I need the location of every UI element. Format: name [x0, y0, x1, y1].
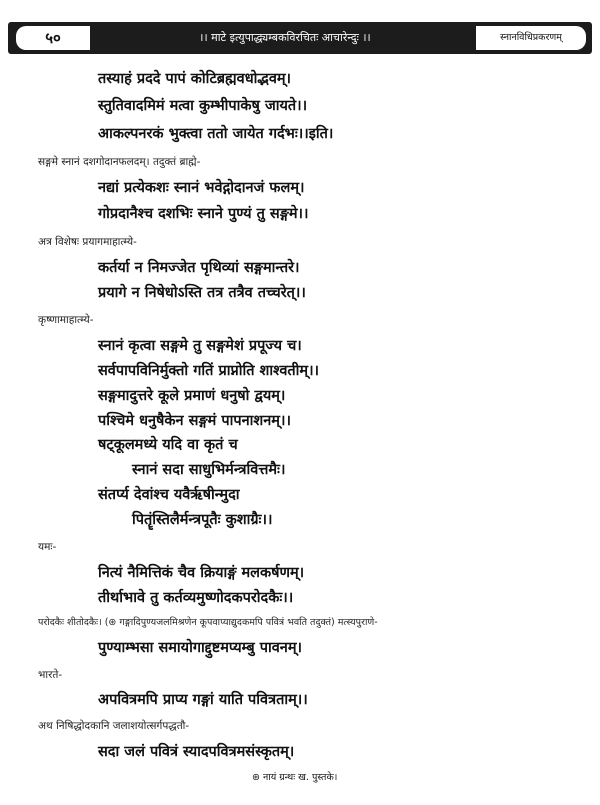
prose-line: कृष्णामाहात्म्ये- — [38, 314, 94, 326]
section-label: स्नानविधिप्रकरणम् — [476, 26, 586, 50]
verse-line: नद्यां प्रत्येकशः स्नानं भवेद्गोदानजं फलम्। — [98, 179, 305, 196]
verse-line: संतर्प्य देवांश्च यवैर्ऋषीन्मुदा — [98, 486, 240, 503]
prose-line: सङ्गमे स्नानं दशगोदानफलदम्। तदुक्तं ब्राह्मे- — [38, 156, 201, 168]
footnote: ⊛ नायं ग्रन्थः ख. पुस्तके। — [252, 772, 338, 783]
verse-line: षट्कूलमध्ये यदि वा कृतं च — [98, 436, 238, 453]
prose-line: भारते- — [38, 669, 63, 681]
verse-line: तस्याहं प्रददे पापं कोटिब्रह्मवधोद्भवम्। — [98, 70, 292, 87]
page-number: ५० — [16, 26, 90, 50]
prose-line: अत्र विशेषः प्रयागमाहात्म्ये- — [38, 236, 137, 248]
prose-line: यमः- — [38, 541, 57, 553]
verse-line: कर्तर्या न निमज्जेत पृथिव्यां सङ्गमान्तरे। — [98, 259, 300, 276]
verse-line: स्नानं कृत्वा सङ्गमे तु सङ्गमेशं प्रपूज्य च। — [98, 337, 302, 354]
verse-line: पुण्याम्भसा समायोगाद्दुष्टमप्यम्बु पावनम्। — [98, 639, 302, 656]
prose-line: अथ निषिद्धोदकानि जलाशयोत्सर्गपद्धतौ- — [38, 720, 190, 732]
verse-line: प्रयागे न निषेधोऽस्ति तत्र तत्रैव तच्चरेत्।। — [98, 284, 306, 301]
verse-line: पश्चिमे धनुषैकेन सङ्गमं पापनाशनम्।। — [98, 412, 291, 429]
verse-line: गोप्रदानैश्च दशभिः स्नाने पुण्यं तु सङ्गमे।। — [98, 205, 309, 222]
verse-line: सङ्गमादुत्तरे कूले प्रमाणं धनुषो द्वयम्। — [98, 387, 286, 404]
running-title: ।। माटे इत्युपाद्ध्यम्बकविरचितः आचारेन्दुः ।। — [199, 31, 371, 44]
verse-line: पितॄंस्तिलैर्मन्त्रपूतैः कुशाग्रैः।। — [132, 511, 273, 528]
verse-line: तीर्थाभावे तु कर्तव्यमुष्णोदकपरोदकैः।। — [98, 589, 294, 606]
verse-line: स्नानं सदा साधुभिर्मन्त्रवित्तमैः। — [132, 461, 286, 478]
verse-line: अपवित्रमपि प्राप्य गङ्गां याति पवित्रताम्।। — [98, 691, 308, 708]
prose-line: परोदकैः शीतोदकैः। (⊛ गङ्गादिपुण्यजलमिश्रणेन कूपवाप्याद्युदकमपि पवित्रं भवति तदुक्तं) मत्स्यपुराणे- — [38, 617, 378, 628]
verse-line: सर्वपापविनिर्मुक्तो गतिं प्राप्नोति शाश्वतीम्।। — [98, 362, 320, 379]
verse-line: सदा जलं पवित्रं स्यादपवित्रमसंस्कृतम्। — [98, 743, 295, 760]
verse-line: आकल्पनरकं भुक्त्वा ततो जायेत गर्दभः।।इति। — [98, 125, 334, 142]
verse-line: स्तुतिवादमिमं मत्वा कुम्भीपाकेषु जायते।। — [98, 97, 308, 114]
verse-line: नित्यं नैमित्तिकं चैव क्रियाङ्गं मलकर्षणम्। — [98, 564, 305, 581]
